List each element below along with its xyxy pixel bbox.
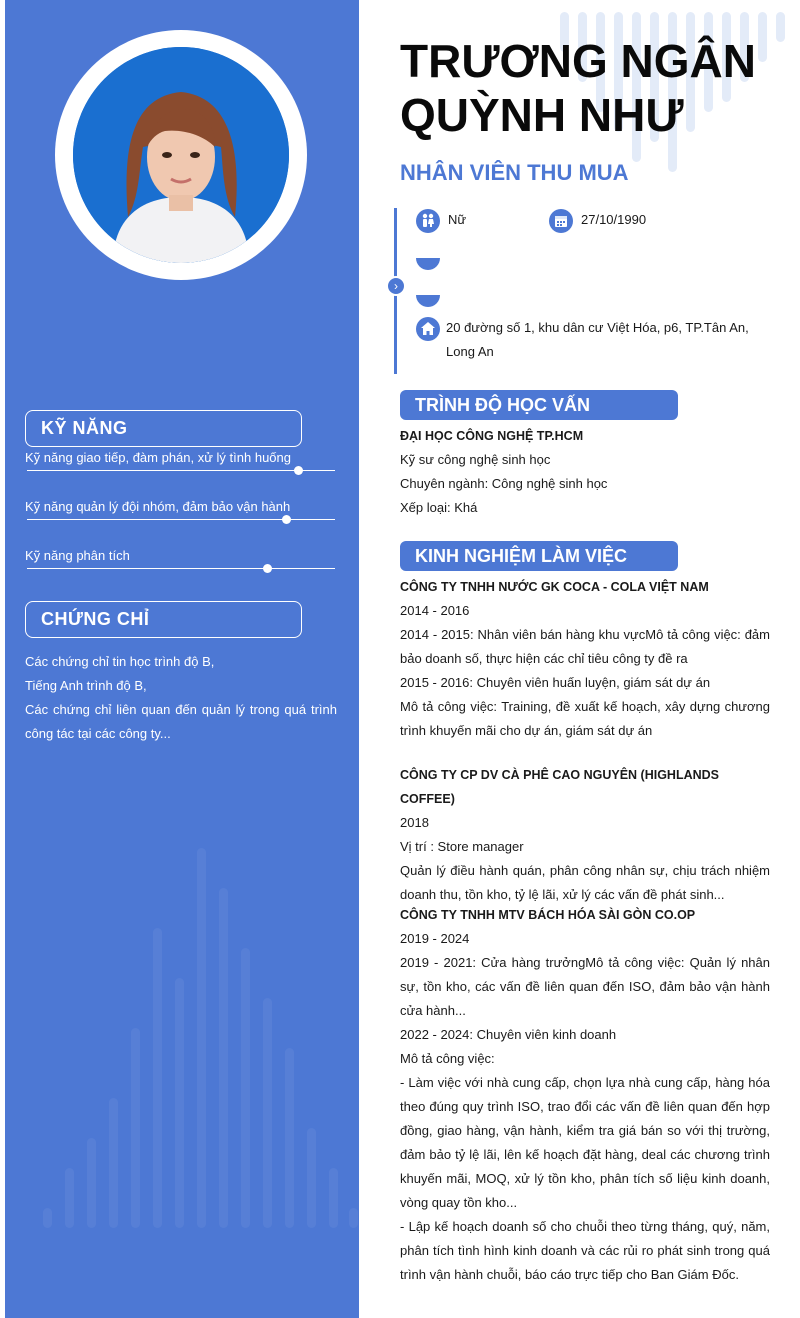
- candidate-name: TRƯƠNG NGÂN QUỲNH NHƯ: [400, 35, 756, 141]
- job-line: Mô tả công việc: Training, đề xuất kế hoạch, xây dựng chương trình khuyến mãi cho dự án, giám sát dự án: [400, 699, 770, 738]
- education-line: Xếp loại: Khá: [400, 500, 478, 515]
- certificates-list: [25, 650, 337, 746]
- avatar-frame: [55, 30, 307, 280]
- skill-track: [27, 470, 335, 471]
- job-entry: [400, 903, 770, 1287]
- job-period: 2014 - 2016: [400, 603, 470, 618]
- avatar: [73, 47, 289, 263]
- skill-label: Kỹ năng quản lý đội nhóm, đảm bảo vận hành: [25, 499, 291, 514]
- address-value: 20 đường số 1, khu dân cư Việt Hóa, p6, TP.Tân An, Long An: [446, 320, 749, 359]
- company-name: CÔNG TY TNHH MTV BÁCH HÓA SÀI GÒN CO.OP: [400, 908, 696, 922]
- certificate-line: Các chứng chỉ tin học trình độ B,: [25, 654, 215, 669]
- certificates-heading: CHỨNG CHỈ: [25, 601, 302, 638]
- job-line: 2022 - 2024: Chuyên viên kinh doanh: [400, 1027, 617, 1042]
- job-line: 2019 - 2021: Cửa hàng trưởngMô tả công việc: Quản lý nhân sự, tồn kho, các vấn đề liên quan đến ISO, đảm bảo vận hành cửa hành...: [400, 955, 770, 1018]
- skill-level-knob: [294, 466, 303, 475]
- gender-icon: [416, 209, 440, 233]
- certificate-line: Các chứng chỉ liên quan đến quản lý trong quá trình công tác tại các công ty...: [25, 702, 337, 741]
- phone-icon: [416, 246, 440, 270]
- skill-item: [25, 450, 335, 468]
- home-icon: [416, 317, 440, 341]
- job-period: 2018: [400, 815, 429, 830]
- job-line: - Làm việc với nhà cung cấp, chọn lựa nhà cung cấp, hàng hóa theo đúng quy trình ISO, trao đổi các vấn đề liên quan đến hợp đồng, giao hàng, vận hành, kiểm tra giá bán so với thị trường, đảm bảo tỷ lệ lãi, lên kế hoạch đặt hàng, deal các chương trình khuyến mãi, MOQ, xử lý tồn kho, phân tích số liệu kinh doanh, vòng quay tồn kho...: [400, 1075, 770, 1210]
- skill-item: [25, 499, 335, 517]
- skill-label: Kỹ năng phân tích: [25, 548, 130, 563]
- company-name: CÔNG TY CP DV CÀ PHÊ CAO NGUYÊN (HIGHLANDS COFFEE): [400, 768, 720, 806]
- job-line: Vị trí : Store manager: [400, 839, 524, 854]
- skills-heading: KỸ NĂNG: [25, 410, 302, 447]
- job-line: - Lập kế hoạch doanh số cho chuỗi theo từng tháng, quý, năm, phân tích tình hình kinh doanh và các rủi ro phát sinh trong quá trình vận hành chuỗi, báo cáo trực tiếp cho Ban Giám Đốc.: [400, 1219, 770, 1282]
- experience-heading: KINH NGHIỆM LÀM VIỆC: [400, 541, 678, 571]
- school-name: ĐẠI HỌC CÔNG NGHỆ TP.HCM: [400, 429, 584, 443]
- job-line: 2014 - 2015: Nhân viên bán hàng khu vựcMô tả công việc: đảm bảo doanh số, thực hiện các chỉ tiêu công ty đề ra: [400, 627, 770, 666]
- job-line: Quản lý điều hành quán, phân công nhân sự, chịu trách nhiệm doanh thu, tồn kho, tỷ lệ lãi, xử lý các vấn đề phát sinh...: [400, 863, 770, 902]
- education-line: Chuyên ngành: Công nghệ sinh học: [400, 476, 608, 491]
- job-line: 2015 - 2016: Chuyên viên huấn luyện, giám sát dự án: [400, 675, 711, 690]
- job-entry: [400, 575, 770, 743]
- education-line: Kỹ sư công nghệ sinh học: [400, 452, 551, 467]
- skill-level-knob: [282, 515, 291, 524]
- company-name: CÔNG TY TNHH NƯỚC GK COCA - COLA VIỆT NAM: [400, 580, 709, 594]
- skill-track: [27, 568, 335, 569]
- sidebar: [5, 0, 359, 1318]
- education-heading: TRÌNH ĐỘ HỌC VẤN: [400, 390, 678, 420]
- job-period: 2019 - 2024: [400, 931, 470, 946]
- chevron-right-icon[interactable]: ›: [386, 276, 406, 296]
- certificate-line: Tiếng Anh trình độ B,: [25, 678, 147, 693]
- skill-level-knob: [263, 564, 272, 573]
- skill-label: Kỹ năng giao tiếp, đàm phán, xử lý tình huống: [25, 450, 291, 465]
- decorative-bars: [43, 848, 359, 1228]
- skill-track: [27, 519, 335, 520]
- gender-value: Nữ: [448, 212, 467, 227]
- job-title: NHÂN VIÊN THU MUA: [400, 160, 629, 185]
- skill-item: [25, 548, 335, 566]
- birthdate-value: 27/10/1990: [581, 212, 647, 227]
- job-entry: [400, 763, 770, 907]
- calendar-icon: [549, 209, 573, 233]
- email-icon: [416, 283, 440, 307]
- education-block: [400, 424, 770, 520]
- job-line: Mô tả công việc:: [400, 1051, 495, 1066]
